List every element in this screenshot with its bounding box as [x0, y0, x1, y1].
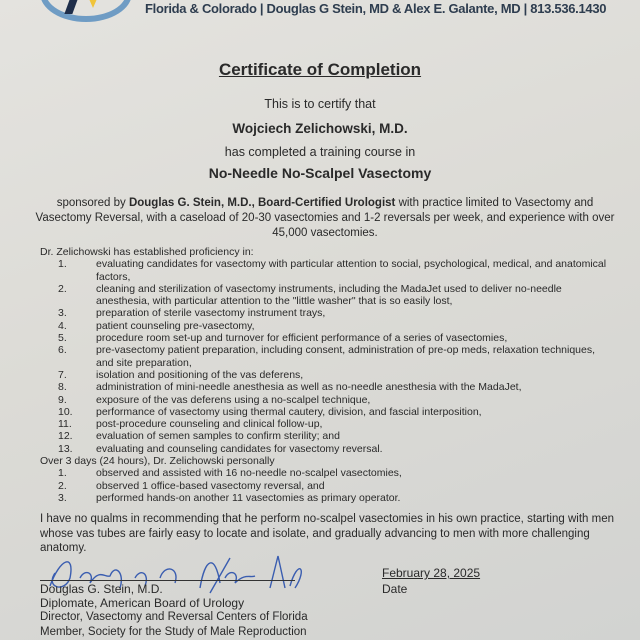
item-number: 3. [58, 491, 67, 504]
list-item [40, 430, 615, 442]
list-item [40, 406, 615, 418]
list-item [40, 394, 615, 406]
item-text: performance of vasectomy using thermal cautery, division, and fascial interposition, [96, 405, 482, 418]
item-text: observed and assisted with 16 no-needle no-scalpel vasectomies, [96, 467, 402, 480]
item-number: 5. [58, 332, 67, 345]
letterhead: Florida & Colorado | Douglas G Stein, MD & Alex E. Galante, MD | 813.536.1430 [145, 1, 607, 16]
signer-title: Diplomate, American Board of Urology [40, 596, 245, 611]
item-number: 8. [58, 381, 67, 394]
item-number: 4. [58, 319, 67, 332]
list-item [40, 258, 615, 283]
item-text: observed 1 office-based vasectomy reversal, and [96, 479, 325, 492]
list-item [40, 320, 615, 332]
signer-position: Director, Vasectomy and Reversal Centers of Florida [40, 611, 308, 624]
item-number: 3. [58, 307, 67, 320]
list-item [40, 307, 615, 319]
list-item [40, 344, 615, 369]
item-number: 12. [58, 430, 73, 443]
sponsor-name: Douglas G. Stein, M.D., Board-Certified Urologist [128, 197, 396, 209]
signer-name: Douglas G. Stein, M.D. [40, 582, 163, 596]
list-item [40, 418, 615, 430]
signature-line [40, 580, 295, 581]
item-number: 2. [58, 479, 67, 492]
experience-list [40, 467, 615, 504]
item-number: 9. [58, 393, 67, 406]
proficiency-list [40, 258, 615, 455]
list-item [40, 443, 615, 455]
list-item [40, 283, 615, 308]
list-item [40, 467, 615, 479]
recommendation-paragraph: I have no qualms in recommending that he perform no-scalpel vasectomies in his own practice, starting with men whose vas tubes are fairly easy to locate and isolate, and gradually advancing to men with more challenging anatomy. [40, 513, 614, 554]
item-text: evaluating candidates for vasectomy with particular attention to social, psychological, medical, and anatomical factors, [96, 258, 607, 283]
certificate-title: Certificate of Completion [218, 60, 422, 79]
proficiency-section [40, 246, 615, 504]
item-text: isolation and positioning of the vas deferens, [96, 368, 304, 381]
signature-date: February 28, 2025 [382, 566, 481, 580]
item-number: 2. [58, 282, 67, 295]
item-text: procedure room set-up and turnover for efficient performance of a series of vasectomies, [96, 332, 508, 345]
item-text: patient counseling pre-vasectomy, [96, 319, 255, 332]
list-item [40, 332, 615, 344]
item-text: pre-vasectomy patient preparation, including consent, administration of pre-op meds, relaxation techniques, and site preparation, [96, 344, 596, 369]
item-text: post-procedure counseling and clinical follow-up, [96, 418, 323, 431]
item-number: 1. [58, 467, 67, 480]
sponsor-paragraph [35, 196, 615, 241]
item-text: evaluation of semen samples to confirm sterility; and [96, 430, 340, 443]
item-number: 6. [58, 344, 67, 357]
list-item [40, 381, 615, 393]
practice-logo [40, 0, 132, 22]
item-number: 7. [58, 368, 67, 381]
item-text: preparation of sterile vasectomy instrument trays, [96, 307, 326, 320]
signer-block [40, 582, 308, 639]
list-item [40, 492, 615, 504]
recipient-name: Wojciech Zelichowski, M.D. [232, 121, 408, 136]
item-number: 1. [58, 258, 67, 271]
item-text: evaluating and counseling candidates for vasectomy reversal. [96, 442, 383, 455]
item-number: 10. [58, 405, 73, 418]
item-number: 11. [58, 418, 72, 431]
certify-line: This is to certify that [264, 97, 376, 111]
list-item [40, 369, 615, 381]
item-text: exposure of the vas deferens using a no-scalpel technique, [96, 393, 371, 406]
experience-intro: Over 3 days (24 hours), Dr. Zelichowski personally [40, 455, 275, 468]
proficiency-intro: Dr. Zelichowski has established proficiency in: [40, 246, 254, 258]
list-item [40, 480, 615, 492]
sponsor-details: with practice limited to Vasectomy and Vasectomy Reversal, with a caseload of 20-30 vasectomies and 1-2 reversals per week, and experience with over 45,000 vasectomies. [35, 197, 615, 239]
completed-line: has completed a training course in [224, 145, 416, 159]
item-text: cleaning and sterilization of vasectomy instruments, including the MadaJet used to deliver no-needle anesthesia, with particular attention to the "little washer" that is so easily lost, [96, 282, 562, 308]
item-text: administration of mini-needle anesthesia as well as no-needle anesthesia with the MadaJet, [96, 381, 522, 394]
item-text: performed hands-on another 11 vasectomies as primary operator. [96, 491, 401, 504]
course-name: No-Needle No-Scalpel Vasectomy [208, 165, 432, 181]
date-label: Date [382, 582, 408, 596]
signer-membership: Member, Society for the Study of Male Reproduction [40, 625, 307, 638]
sponsor-prefix: sponsored by [56, 197, 129, 209]
item-number: 13. [58, 442, 73, 455]
